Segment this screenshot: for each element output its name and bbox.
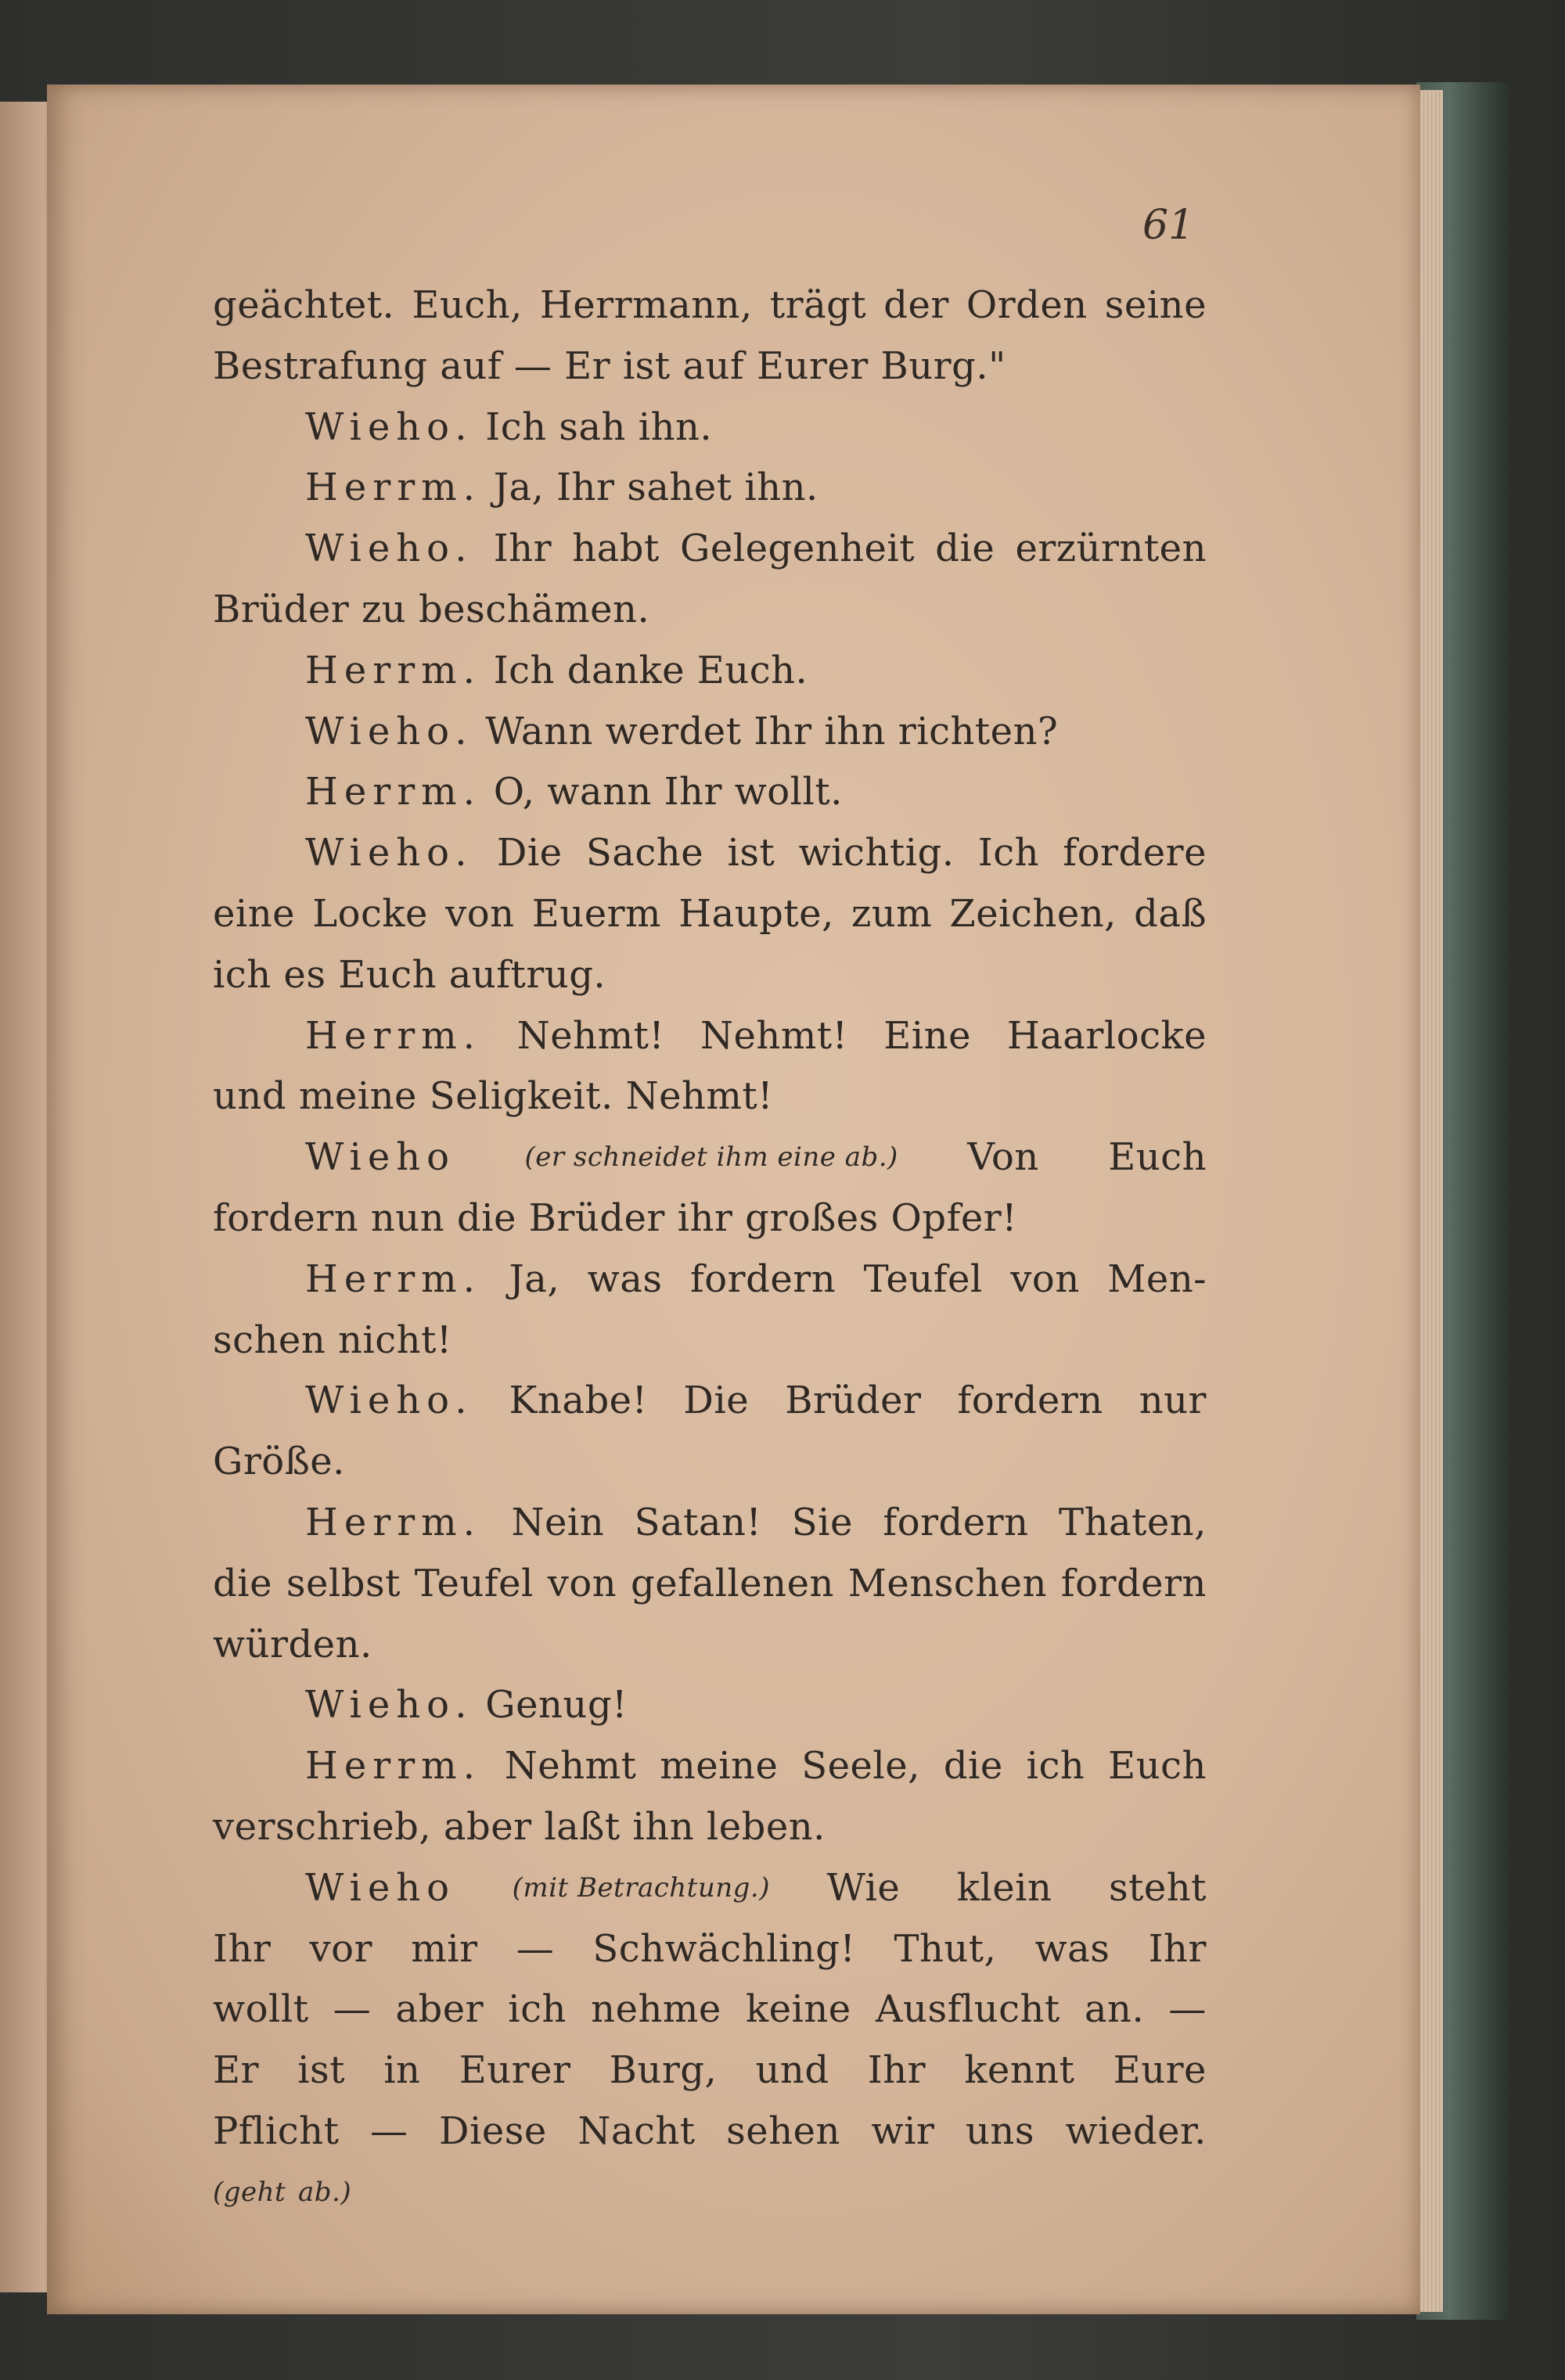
word: Wie <box>826 1865 901 1910</box>
word: Euerm <box>531 891 662 936</box>
word: gefallenen <box>631 1561 834 1605</box>
word: was <box>587 1257 663 1301</box>
text-line <box>213 945 1207 1006</box>
word: richten? <box>898 709 1059 753</box>
text-line <box>213 1919 1207 1980</box>
speaker-name: Wieho. <box>305 709 473 753</box>
word: Men- <box>1107 1257 1207 1301</box>
word: ist <box>727 831 775 875</box>
speaker-name: Wieho. <box>305 831 473 875</box>
word: Gelegenheit <box>680 527 916 571</box>
word: — <box>513 343 552 388</box>
word: auftrug. <box>448 952 606 997</box>
word: Genug! <box>485 1683 628 1727</box>
stage-direction: (mit Betrachtung.) <box>512 1871 770 1904</box>
word: nicht! <box>338 1318 452 1362</box>
word: Locke <box>312 891 428 936</box>
word: wann <box>547 770 652 814</box>
word: Euch <box>338 952 437 997</box>
text-line <box>213 1432 1207 1493</box>
word: die <box>943 1744 1003 1789</box>
text-line <box>213 1371 1207 1432</box>
word: fordern <box>690 1257 836 1301</box>
word: Haarlocke <box>1006 1013 1207 1058</box>
text-line <box>213 1858 1207 1919</box>
word: Zeichen, <box>949 891 1117 936</box>
text-line <box>213 1493 1207 1554</box>
word: Größe. <box>213 1440 345 1484</box>
word: Nehmt! <box>700 1013 848 1058</box>
word: nun <box>370 1195 445 1240</box>
page-number: 61 <box>1142 202 1195 249</box>
word: Diese <box>439 2109 547 2153</box>
word: Euch. <box>696 648 808 692</box>
text-line <box>213 884 1207 945</box>
text-line <box>213 2162 1207 2224</box>
text-line <box>213 641 1207 702</box>
word: klein <box>956 1865 1052 1910</box>
word: nehme <box>591 1987 721 2032</box>
text-line <box>213 1127 1207 1188</box>
text-line <box>213 1979 1207 2040</box>
text-line <box>213 336 1207 397</box>
word: schen <box>213 1318 326 1362</box>
word: Ja, <box>509 1257 560 1301</box>
text-line <box>213 1615 1207 1676</box>
word: Knabe! <box>509 1379 648 1423</box>
word: sehen <box>726 2109 840 2153</box>
word: nur <box>1139 1379 1207 1423</box>
word: Nein <box>511 1500 605 1544</box>
word: Thaten, <box>1059 1500 1207 1544</box>
word: zu <box>361 587 407 631</box>
word: die <box>213 1561 272 1605</box>
word: verschrieb, <box>213 1804 432 1849</box>
stage-direction: (er schneidet ihm eine ab.) <box>524 1141 898 1174</box>
word: ich <box>213 952 272 997</box>
word: keine <box>746 1987 851 2032</box>
text-line <box>213 1006 1207 1067</box>
page-text <box>213 275 1207 2224</box>
word: Haupte, <box>678 891 834 936</box>
speaker-name: Herrm. <box>305 1013 481 1058</box>
word: Eurer <box>459 2048 571 2093</box>
word: Ja, <box>493 466 545 510</box>
word: Pflicht <box>213 2109 340 2153</box>
word: Burg." <box>880 343 1006 388</box>
speaker-name: Wieho. <box>305 404 473 449</box>
word: — <box>1168 1987 1207 2032</box>
word: seine <box>1104 283 1207 327</box>
word: Von <box>967 1135 1039 1180</box>
word: werdet <box>605 709 742 753</box>
speaker-name: Wieho. <box>305 1379 473 1423</box>
word: wollt <box>213 1987 309 2032</box>
word: Ihr <box>493 527 552 571</box>
word: von <box>547 1561 617 1605</box>
text-line <box>213 2040 1207 2101</box>
word: Euch <box>1108 1135 1207 1180</box>
word: wieder. <box>1065 2109 1207 2153</box>
word: Brüder <box>528 1195 665 1240</box>
word: Er <box>213 2048 259 2093</box>
text-line <box>213 1066 1207 1127</box>
word: Euch <box>1108 1744 1207 1789</box>
text-line <box>213 762 1207 823</box>
word: Ich <box>493 648 555 692</box>
word: Die <box>496 831 563 875</box>
word: Ihr <box>867 2048 926 2093</box>
word: Eure <box>1113 2048 1207 2093</box>
text-line <box>213 1797 1207 1858</box>
word: meine <box>298 1074 417 1119</box>
word: Schwächling! <box>592 1926 856 1971</box>
speaker-name: Herrm. <box>305 1257 481 1301</box>
word: ihn <box>824 709 887 753</box>
word: Eine <box>883 1013 971 1058</box>
word: in <box>383 2048 421 2093</box>
speaker-name: Wieho. <box>305 527 473 571</box>
word: sahet <box>627 466 732 510</box>
speaker-name: Wieho. <box>305 1683 473 1727</box>
word: von <box>445 891 515 936</box>
word: habt <box>572 527 660 571</box>
word: Opfer! <box>890 1195 1018 1240</box>
word: Ihr <box>556 466 615 510</box>
word: meine <box>660 1744 779 1789</box>
word: O, <box>493 770 535 814</box>
word: aber <box>395 1987 484 2032</box>
word: danke <box>567 648 685 692</box>
word: Teufel <box>414 1561 534 1605</box>
word: Nacht <box>577 2109 696 2153</box>
word: die <box>935 527 995 571</box>
word: Brüder <box>785 1379 922 1423</box>
word: ihn. <box>638 404 713 449</box>
text-line <box>213 397 1207 458</box>
word: Wann <box>485 709 593 753</box>
word: Ihr <box>213 1926 272 1971</box>
text-line <box>213 1554 1207 1615</box>
word: ihn <box>632 1804 695 1849</box>
word: — <box>333 1987 372 2032</box>
word: fordern <box>213 1195 359 1240</box>
word: Menschen <box>847 1561 1047 1605</box>
word: die <box>456 1195 516 1240</box>
text-line <box>213 1675 1207 1736</box>
speaker-name: Herrm. <box>305 1500 481 1544</box>
word: Burg, <box>609 2048 718 2093</box>
word: ihr <box>677 1195 733 1240</box>
word: wichtig. <box>798 831 955 875</box>
word: mir <box>411 1926 478 1971</box>
text-line <box>213 1310 1207 1372</box>
word: geächtet. <box>213 283 395 327</box>
word: Satan! <box>634 1500 762 1544</box>
speaker-name: Wieho <box>305 1865 456 1910</box>
word: fordern <box>883 1500 1029 1544</box>
speaker-name: Herrm. <box>305 648 481 692</box>
word: und <box>755 2048 829 2093</box>
word: beschämen. <box>418 587 650 631</box>
word: — <box>369 2109 408 2153</box>
word: Nehmt! <box>625 1074 773 1119</box>
word: ist <box>297 2048 345 2093</box>
word: steht <box>1108 1865 1207 1910</box>
word: Er <box>564 343 611 388</box>
word: auf <box>440 343 502 388</box>
stage-direction: (geht <box>213 2176 286 2208</box>
text-line <box>213 580 1207 641</box>
word: Ausflucht <box>875 1987 1060 2032</box>
text-line <box>213 275 1207 336</box>
word: Ihr <box>1148 1926 1207 1971</box>
text-line <box>213 1188 1207 1249</box>
word: — <box>516 1926 555 1971</box>
word: laßt <box>544 1804 621 1849</box>
word: aber <box>443 1804 532 1849</box>
word: auf <box>682 343 745 388</box>
word: wollt. <box>734 770 843 814</box>
word: Eurer <box>756 343 869 388</box>
stage-direction: ab.) <box>297 2176 352 2208</box>
word: leben. <box>706 1804 826 1849</box>
word: Seligkeit. <box>429 1074 613 1119</box>
word: Die <box>683 1379 750 1423</box>
word: Thut, <box>894 1926 997 1971</box>
word: Ihr <box>664 770 722 814</box>
word: fordern <box>957 1379 1103 1423</box>
word: Sache <box>585 831 704 875</box>
word: würden. <box>213 1622 372 1666</box>
text-line <box>213 1736 1207 1797</box>
text-line <box>213 519 1207 580</box>
word: Ich <box>977 831 1040 875</box>
word: und <box>213 1074 287 1119</box>
word: an. <box>1084 1987 1145 2032</box>
word: es <box>283 952 326 997</box>
word: Euch, <box>412 283 523 327</box>
word: trägt <box>769 283 867 327</box>
word: ich <box>1026 1744 1085 1789</box>
word: erzürnten <box>1015 527 1207 571</box>
word: ist <box>622 343 671 388</box>
word: Bestrafung <box>213 343 428 388</box>
speaker-name: Herrm. <box>305 1744 481 1789</box>
word: was <box>1034 1926 1110 1971</box>
word: Ihr <box>754 709 812 753</box>
word: sah <box>559 404 626 449</box>
word: wir <box>871 2109 935 2153</box>
word: Brüder <box>213 587 350 631</box>
word: fordere <box>1063 831 1207 875</box>
word: Herrmann, <box>539 283 753 327</box>
word: fordern <box>1060 1561 1207 1605</box>
speaker-name: Herrm. <box>305 466 481 510</box>
text-line <box>213 1249 1207 1310</box>
word: ihn. <box>744 466 818 510</box>
word: Teufel <box>863 1257 983 1301</box>
word: ich <box>508 1987 567 2032</box>
word: von <box>1010 1257 1080 1301</box>
word: vor <box>309 1926 372 1971</box>
word: uns <box>965 2109 1034 2153</box>
text-line <box>213 458 1207 519</box>
word: Ich <box>485 404 547 449</box>
word: der <box>883 283 949 327</box>
word: zum <box>851 891 933 936</box>
word: kennt <box>964 2048 1075 2093</box>
word: daß <box>1134 891 1207 936</box>
word: Orden <box>966 283 1088 327</box>
word: selbst <box>286 1561 401 1605</box>
text-line <box>213 2101 1207 2162</box>
word: Seele, <box>801 1744 920 1789</box>
text-line <box>213 702 1207 763</box>
speaker-name: Wieho <box>305 1135 456 1180</box>
word: Nehmt! <box>516 1013 665 1058</box>
word: Sie <box>791 1500 853 1544</box>
word: Nehmt <box>504 1744 637 1789</box>
speaker-name: Herrm. <box>305 770 481 814</box>
word: großes <box>745 1195 879 1240</box>
word: eine <box>213 891 296 936</box>
text-line <box>213 823 1207 884</box>
